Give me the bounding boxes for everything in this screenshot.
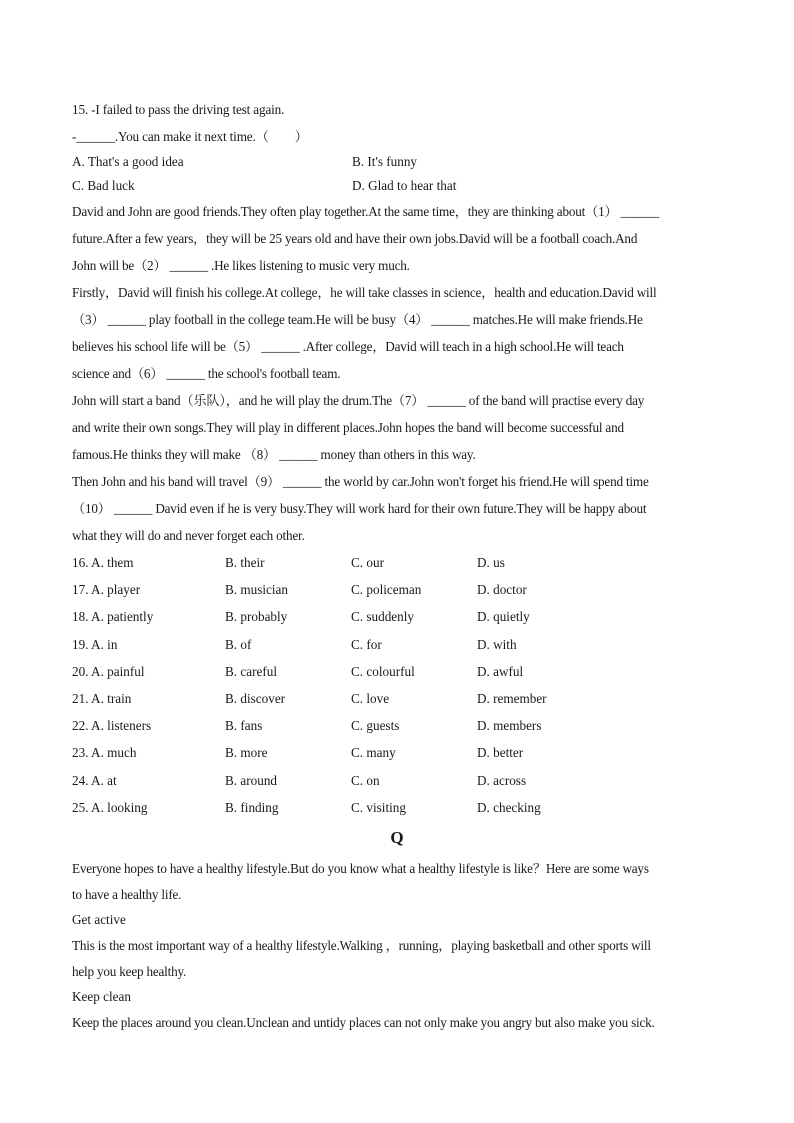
option-c[interactable]: C. many xyxy=(351,745,396,761)
passage-line: what they will do and never forget each other. xyxy=(72,528,305,543)
option-c[interactable]: C. on xyxy=(351,772,380,788)
section-title: Q xyxy=(390,827,404,847)
question-row xyxy=(72,603,722,630)
option-c[interactable]: C. for xyxy=(351,636,382,652)
option-a[interactable]: 24. A. at xyxy=(72,772,117,788)
worksheet-page xyxy=(72,96,722,1036)
option-d[interactable]: D. checking xyxy=(477,799,541,815)
option-d[interactable]: D. doctor xyxy=(477,582,527,598)
passage-line: famous.He thinks they will make （8） ______ money than others in this way. xyxy=(72,447,476,462)
passage-line: John will start a band（乐队），and he will play the drum.The（7） ______ of the band will practise every day xyxy=(72,393,645,408)
passage-line: future.After a few years，they will be 25 years old and have their own jobs.David will be a football coach.And xyxy=(72,231,638,246)
option-b[interactable]: B. around xyxy=(225,772,278,788)
option-a[interactable]: 23. A. much xyxy=(72,745,137,761)
question-15-options-row xyxy=(72,150,722,174)
option-c[interactable]: C. guests xyxy=(351,718,400,734)
option-b[interactable]: B. their xyxy=(225,555,265,570)
question-row xyxy=(72,576,722,603)
passage-line: Keep the places around you clean.Unclean and untidy places can not only make you angry but also make you sick. xyxy=(72,1014,655,1030)
passage-line: Then John and his band will travel（9） ______ the world by car.John won't forget his friend.He will spend time xyxy=(72,474,649,489)
option-b[interactable]: B. fans xyxy=(225,718,263,734)
option-a[interactable]: 19. A. in xyxy=(72,636,118,652)
option-b[interactable]: B. of xyxy=(225,636,252,652)
question-15-answer-line: -______.You can make it next time.（ ） xyxy=(72,129,308,144)
question-row xyxy=(72,549,722,576)
option-c[interactable]: C. our xyxy=(351,555,384,570)
reading-passage xyxy=(72,855,722,1036)
option-c[interactable]: C. suddenly xyxy=(351,609,415,625)
option-a[interactable]: 20. A. painful xyxy=(72,663,145,679)
option-c[interactable]: C. colourful xyxy=(351,663,415,679)
option-d[interactable]: D. awful xyxy=(477,663,524,679)
passage-line: This is the most important way of a healthy lifestyle.Walking ，running，playing basketball and other sports will xyxy=(72,937,651,953)
option-b[interactable]: B. careful xyxy=(225,663,277,679)
option-a[interactable]: 25. A. looking xyxy=(72,799,148,815)
option-d[interactable]: D. Glad to hear that xyxy=(352,178,457,193)
passage-line: Everyone hopes to have a healthy lifestyle.But do you know what a healthy lifestyle is like？Here are some ways xyxy=(72,860,649,876)
passage-line: （3） ______ play football in the college team.He will be busy（4） ______ matches.He will make friends.He xyxy=(72,312,643,327)
option-b[interactable]: B. finding xyxy=(225,799,279,815)
option-b[interactable]: B. probably xyxy=(225,609,288,625)
subheading-keep-clean: Keep clean xyxy=(72,988,131,1004)
option-c[interactable]: C. Bad luck xyxy=(72,178,135,193)
option-a[interactable]: 22. A. listeners xyxy=(72,718,152,734)
option-c[interactable]: C. policeman xyxy=(351,582,422,598)
question-15 xyxy=(72,96,722,198)
question-row xyxy=(72,631,722,658)
passage-line: and write their own songs.They will play in different places.John hopes the band will become successful and xyxy=(72,420,624,435)
option-b[interactable]: B. more xyxy=(225,745,268,761)
question-row xyxy=(72,658,722,685)
passage-line: help you keep healthy. xyxy=(72,963,187,979)
option-a[interactable]: 21. A. train xyxy=(72,690,132,706)
question-15-options-row xyxy=(72,174,722,198)
question-row xyxy=(72,794,722,821)
passage-line: science and（6） ______ the school's football team. xyxy=(72,366,341,381)
option-d[interactable]: D. with xyxy=(477,636,517,652)
passage-line: （10） ______ David even if he is very busy.They will work hard for their own future.They will be happy about xyxy=(72,501,647,516)
passage-line: David and John are good friends.They often play together.At the same time，they are thinking about（1） ______ xyxy=(72,204,659,219)
subheading-get-active: Get active xyxy=(72,911,126,927)
option-a[interactable]: A. That's a good idea xyxy=(72,154,184,169)
passage-line: believes his school life will be（5） ______ .After college，David will teach in a high school.He will teach xyxy=(72,339,624,354)
cloze-questions xyxy=(72,549,722,821)
passage-line: to have a healthy life. xyxy=(72,886,182,902)
option-c[interactable]: C. love xyxy=(351,690,390,706)
option-d[interactable]: D. remember xyxy=(477,690,547,706)
question-row xyxy=(72,712,722,739)
question-15-stem: 15. -I failed to pass the driving test again. xyxy=(72,102,285,117)
passage-line: Firstly，David will finish his college.At college，he will take classes in science，health and education.David will xyxy=(72,285,657,300)
option-a[interactable]: 16. A. them xyxy=(72,555,134,570)
option-d[interactable]: D. better xyxy=(477,745,524,761)
option-b[interactable]: B. It's funny xyxy=(352,154,418,169)
option-d[interactable]: D. quietly xyxy=(477,609,530,625)
cloze-passage xyxy=(72,198,722,549)
option-b[interactable]: B. discover xyxy=(225,690,286,706)
question-row xyxy=(72,767,722,794)
option-a[interactable]: 18. A. patiently xyxy=(72,609,154,625)
option-d[interactable]: D. us xyxy=(477,555,505,570)
option-d[interactable]: D. members xyxy=(477,718,542,734)
question-row xyxy=(72,739,722,766)
option-d[interactable]: D. across xyxy=(477,772,527,788)
passage-line: John will be（2） ______ .He likes listening to music very much. xyxy=(72,258,410,273)
option-c[interactable]: C. visiting xyxy=(351,799,406,815)
question-row xyxy=(72,685,722,712)
option-b[interactable]: B. musician xyxy=(225,582,289,598)
option-a[interactable]: 17. A. player xyxy=(72,582,141,598)
